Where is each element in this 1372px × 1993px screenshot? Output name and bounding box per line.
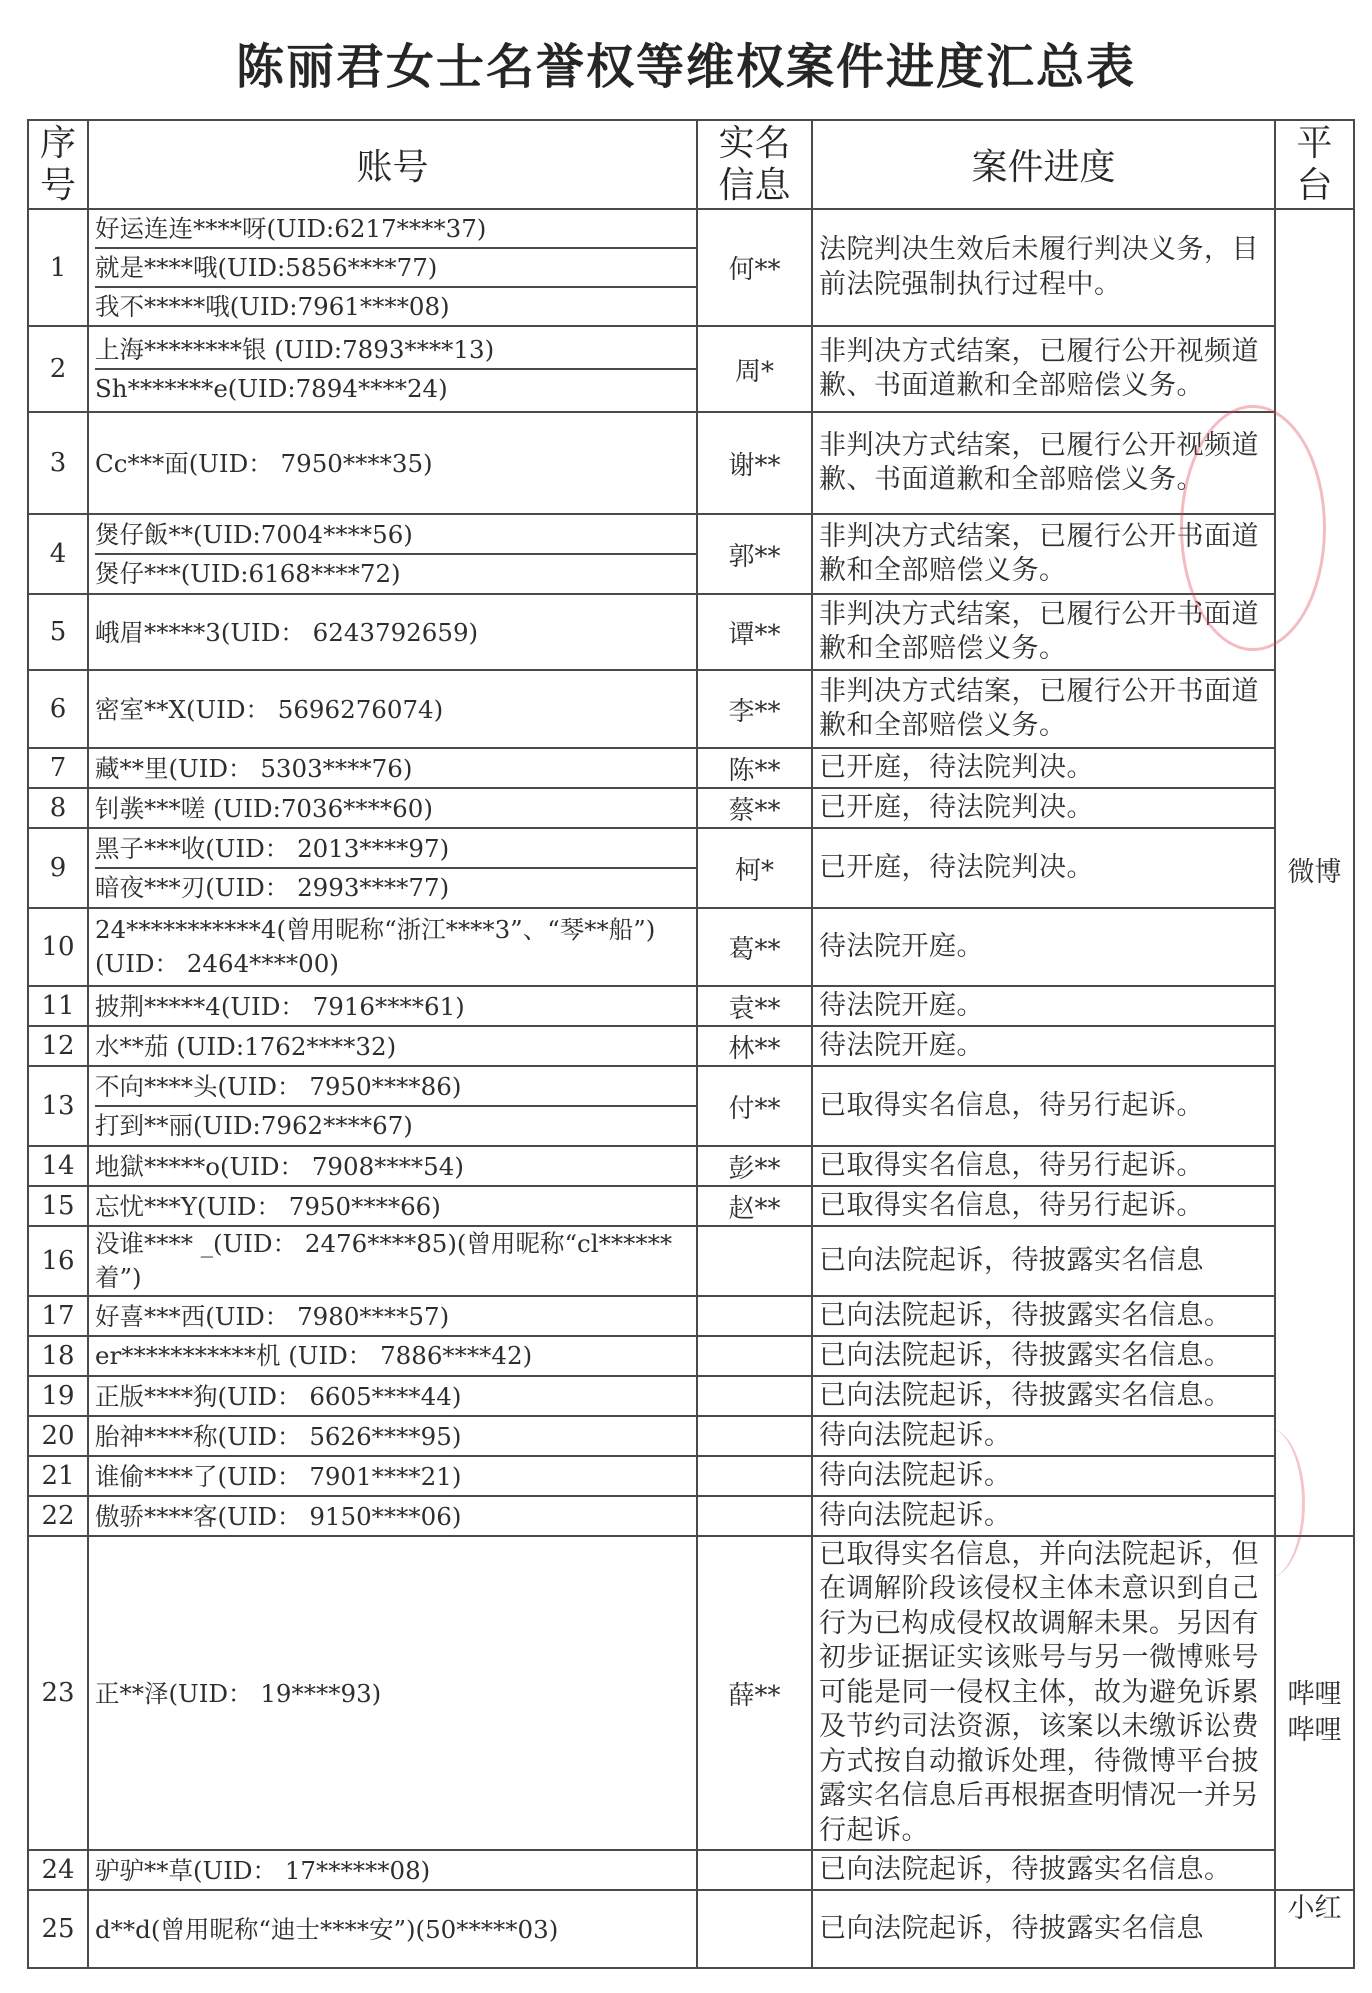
account-entry: 傲骄****客(UID： 9150****06) [95,1501,462,1531]
row-case-progress: 已向法院起诉，待披露实名信息 [812,1226,1275,1296]
row-real-name: 袁** [697,986,812,1026]
platform-xiaohongshu: 小红 [1275,1890,1354,1968]
account-entry: 24***********4(曾用昵称“浙江****3”、“琴**船”)(UID： 2464****00) [95,915,656,978]
account-entry: 黑子***收(UID： 2013****97) [95,834,450,863]
row-real-name: 付** [697,1066,812,1146]
header-real-name-line-2: 信息 [718,164,791,206]
table-row [28,1066,1354,1146]
table-row [28,1146,1354,1186]
row-case-progress: 非判决方式结案，已履行公开书面道歉和全部赔偿义务。 [812,594,1275,670]
row-serial-number: 23 [28,1536,88,1850]
row-case-progress: 已开庭，待法院判决。 [812,788,1275,828]
row-serial-number: 17 [28,1296,88,1336]
table-row [28,1416,1354,1456]
row-accounts [88,1496,697,1536]
row-accounts [88,326,697,412]
row-case-progress: 法院判决生效后未履行判决义务，目前法院强制执行过程中。 [812,209,1275,326]
table-row [28,1376,1354,1416]
account-entry: 密室**X(UID： 5696276074) [95,694,444,724]
row-case-progress: 已开庭，待法院判决。 [812,748,1275,788]
row-serial-number: 20 [28,1416,88,1456]
row-serial-number: 11 [28,986,88,1026]
account-entry: 地獄*****o(UID： 7908****54) [95,1151,464,1181]
table-header-row [28,120,1354,209]
row-accounts [88,748,697,788]
row-serial-number: 16 [28,1226,88,1296]
row-case-progress: 非判决方式结案，已履行公开书面道歉和全部赔偿义务。 [812,514,1275,594]
row-serial-number: 22 [28,1496,88,1536]
row-accounts [88,986,697,1026]
row-accounts [88,1066,697,1146]
table-row [28,326,1354,412]
table-row [28,1456,1354,1496]
header-platform-line-1: 平 [1296,122,1333,164]
row-real-name: 葛** [697,908,812,986]
account-entry: 不向****头(UID： 7950****86) [95,1072,462,1101]
account-entry: 驴驴**草(UID： 17******08) [95,1855,431,1885]
row-serial-number: 4 [28,514,88,594]
account-entry: 正版****狗(UID： 6605****44) [95,1381,462,1411]
row-case-progress: 非判决方式结案，已履行公开书面道歉和全部赔偿义务。 [812,670,1275,748]
account-entry: 峨眉*****3(UID： 6243792659) [95,617,479,647]
table-row [28,1026,1354,1066]
row-serial-number: 15 [28,1186,88,1226]
platform-label-line: 哔哩 [1287,1679,1342,1710]
row-real-name [697,1336,812,1376]
account-entry: 钊彂***嗟 (UID:7036****60) [95,793,433,823]
row-accounts [88,1296,697,1336]
row-real-name: 周* [697,326,812,412]
header-real-name-line-1: 实名 [718,122,791,164]
row-serial-number: 3 [28,412,88,514]
row-real-name [697,1850,812,1890]
row-accounts [88,670,697,748]
header-real-name [697,120,812,209]
row-serial-number: 1 [28,209,88,326]
row-case-progress: 已向法院起诉，待披露实名信息。 [812,1850,1275,1890]
case-progress-table [27,119,1355,1969]
row-serial-number: 19 [28,1376,88,1416]
row-real-name [697,1296,812,1336]
row-real-name: 何** [697,209,812,326]
account-entry: 好运连连****呀(UID:6217****37) [95,214,487,243]
account-entry: 我不*****哦(UID:7961****08) [95,286,696,325]
row-case-progress: 已向法院起诉，待披露实名信息。 [812,1336,1275,1376]
account-entry: 藏**里(UID： 5303****76) [95,753,413,783]
row-case-progress: 非判决方式结案，已履行公开视频道歉、书面道歉和全部赔偿义务。 [812,326,1275,412]
row-serial-number: 7 [28,748,88,788]
row-accounts [88,594,697,670]
row-real-name [697,1226,812,1296]
row-real-name: 蔡** [697,788,812,828]
header-serial-line-1: 序 [39,122,76,164]
row-accounts [88,514,697,594]
row-accounts [88,828,697,908]
header-platform [1275,120,1354,209]
account-entry: er***********机 (UID： 7886****42) [95,1341,533,1370]
row-real-name: 柯* [697,828,812,908]
row-serial-number: 14 [28,1146,88,1186]
row-serial-number: 9 [28,828,88,908]
table-row [28,1186,1354,1226]
row-serial-number: 8 [28,788,88,828]
row-serial-number: 13 [28,1066,88,1146]
table-row [28,828,1354,908]
account-entry: 打到**丽(UID:7962****67) [95,1105,696,1144]
row-case-progress: 待法院开庭。 [812,908,1275,986]
platform-label-line: 哔哩 [1287,1715,1342,1746]
table-row [28,209,1354,326]
row-real-name: 赵** [697,1186,812,1226]
platform-bilibili [1275,1536,1354,1890]
row-case-progress: 待向法院起诉。 [812,1456,1275,1496]
row-accounts [88,1456,697,1496]
row-accounts [88,1186,697,1226]
table-row [28,1296,1354,1336]
table-row [28,1226,1354,1296]
account-entry: Cc***面(UID： 7950****35) [95,448,433,478]
header-platform-line-2: 台 [1296,164,1333,206]
row-serial-number: 21 [28,1456,88,1496]
row-accounts [88,1850,697,1890]
row-real-name: 谢** [697,412,812,514]
row-serial-number: 10 [28,908,88,986]
account-entry: 忘忧***Y(UID： 7950****66) [95,1191,441,1221]
row-case-progress: 待法院开庭。 [812,1026,1275,1066]
row-case-progress: 已取得实名信息，待另行起诉。 [812,1186,1275,1226]
row-real-name: 薛** [697,1536,812,1850]
account-entry: 胎神****称(UID： 5626****95) [95,1421,462,1451]
row-real-name: 郭** [697,514,812,594]
row-case-progress: 已向法院起诉，待披露实名信息。 [812,1376,1275,1416]
table-row [28,1536,1354,1850]
row-real-name: 谭** [697,594,812,670]
row-accounts [88,412,697,514]
row-accounts [88,788,697,828]
header-serial-number [28,120,88,209]
account-entry: Sh*******e(UID:7894****24) [95,368,696,407]
account-entry: 暗夜***刃(UID： 2993****77) [95,867,696,906]
account-entry: 煲仔***(UID:6168****72) [95,553,696,592]
row-case-progress: 已取得实名信息，待另行起诉。 [812,1146,1275,1186]
table-row [28,1496,1354,1536]
row-case-progress: 已向法院起诉，待披露实名信息。 [812,1296,1275,1336]
row-serial-number: 6 [28,670,88,748]
row-real-name: 林** [697,1026,812,1066]
row-accounts [88,1376,697,1416]
account-entry: 谁偷****了(UID： 7901****21) [95,1461,462,1491]
row-accounts [88,908,697,986]
row-accounts [88,1416,697,1456]
header-account: 账号 [88,120,697,209]
row-case-progress: 已向法院起诉，待披露实名信息 [812,1890,1275,1968]
table-row [28,788,1354,828]
row-serial-number: 24 [28,1850,88,1890]
header-serial-line-2: 号 [39,164,76,206]
row-case-progress: 非判决方式结案，已履行公开视频道歉、书面道歉和全部赔偿义务。 [812,412,1275,514]
table-row [28,1336,1354,1376]
table-row [28,908,1354,986]
row-accounts [88,1226,697,1296]
table-body [28,209,1354,1968]
table-row [28,514,1354,594]
row-accounts [88,1336,697,1376]
row-serial-number: 2 [28,326,88,412]
account-entry: 正**泽(UID： 19****93) [95,1678,382,1708]
document-title: 陈丽君女士名誉权等维权案件进度汇总表 [235,39,1136,95]
row-case-progress: 已取得实名信息，待另行起诉。 [812,1066,1275,1146]
row-real-name [697,1456,812,1496]
row-serial-number: 5 [28,594,88,670]
account-entry: 没谁**** _(UID： 2476****85)(曾用昵称“cl******着”) [95,1229,673,1292]
table-row [28,594,1354,670]
account-entry: d**d(曾用昵称“迪士****安”)(50*****03) [95,1914,559,1944]
table-row [28,1890,1354,1968]
row-case-progress: 待法院开庭。 [812,986,1275,1026]
row-accounts [88,1026,697,1066]
account-entry: 煲仔飯**(UID:7004****56) [95,520,413,549]
row-accounts [88,1890,697,1968]
row-case-progress: 待向法院起诉。 [812,1496,1275,1536]
table-row [28,748,1354,788]
row-accounts [88,209,697,326]
account-entry: 就是****哦(UID:5856****77) [95,247,696,286]
table-row [28,670,1354,748]
row-real-name [697,1376,812,1416]
table-row [28,412,1354,514]
row-real-name [697,1496,812,1536]
row-serial-number: 25 [28,1890,88,1968]
account-entry: 披荆*****4(UID： 7916****61) [95,991,465,1021]
account-entry: 上海********银 (UID:7893****13) [95,335,495,364]
row-case-progress: 已取得实名信息，并向法院起诉，但在调解阶段该侵权主体未意识到自己行为已构成侵权故调解未果。另因有初步证据证实该账号与另一微博账号可能是同一侵权主体，故为避免诉累及节约司法资源，该案以未缴诉讼费方式按自动撤诉处理，待微博平台披露实名信息后再根据查明情况一并另行起诉。 [812,1536,1275,1850]
row-real-name: 陈** [697,748,812,788]
platform-weibo: 微博 [1275,209,1354,1536]
row-case-progress: 待向法院起诉。 [812,1416,1275,1456]
table-row [28,986,1354,1026]
header-case-progress: 案件进度 [812,120,1275,209]
row-serial-number: 18 [28,1336,88,1376]
account-entry: 水**茄 (UID:1762****32) [95,1031,397,1061]
row-serial-number: 12 [28,1026,88,1066]
table-row [28,1850,1354,1890]
row-case-progress: 已开庭，待法院判决。 [812,828,1275,908]
row-real-name [697,1890,812,1968]
account-entry: 好喜***西(UID： 7980****57) [95,1301,450,1331]
row-accounts [88,1536,697,1850]
row-real-name: 彭** [697,1146,812,1186]
row-real-name [697,1416,812,1456]
row-accounts [88,1146,697,1186]
row-real-name: 李** [697,670,812,748]
